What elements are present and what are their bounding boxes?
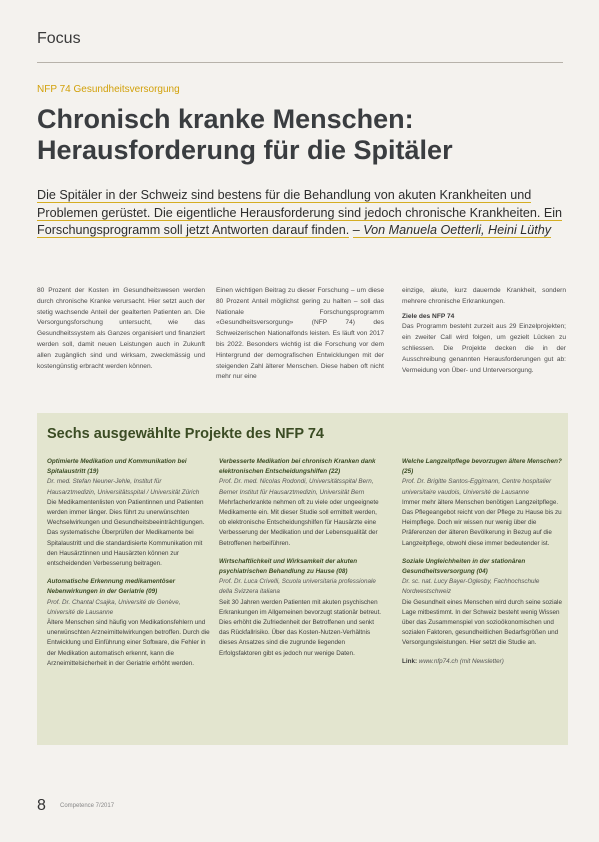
program-link xyxy=(402,657,562,667)
project-item xyxy=(219,557,382,659)
project-title: Soziale Ungleichheiten in der stationären Gesundheitsversorgung (04) xyxy=(402,557,526,576)
project-description: Ältere Menschen sind häufig von Medikationsfehlern und unerwünschten Arzneimittelwirkungen betroffen. Durch die Entwicklung und Einführung einer Software, die Fehler in der Medikation automatisch erkennt, kann die Arzneimittelsicherheit in der Geriatrie erhöht werden. xyxy=(47,619,210,667)
project-title: Automatische Erkennung medikamentöser Nebenwirkungen in der Geriatrie (09) xyxy=(47,578,176,596)
projects-column-2 xyxy=(219,457,382,667)
project-item xyxy=(402,557,562,649)
project-authors: Dr. sc. nat. Lucy Bayer-Oglesby, Fachhochschule Nordwestschweiz xyxy=(402,578,540,596)
project-description: Immer mehr ältere Menschen benötigen Langzeitpflege. Das Pflegeangebot reicht von der Pflege zu Hause bis zu Heimpflege. Doch wir wissen nur wenig über die Präferenzen der älteren Bevölkerung in Bezug auf die Langzeitpflege, obwohl diese immer bedeutender ist. xyxy=(402,498,562,547)
link-label: Link: xyxy=(402,657,418,665)
lead-author: – Von Manuela Oetterli, Heini Lüthy xyxy=(352,223,552,237)
project-item xyxy=(47,577,210,669)
body-subheading: Ziele des NFP 74 xyxy=(402,312,455,320)
project-item xyxy=(47,457,210,569)
footer-issue: Competence 7/2017 xyxy=(60,803,115,809)
project-item xyxy=(219,457,382,549)
body-column-3 xyxy=(402,286,566,376)
project-authors: Prof. Dr. Brigitte Santos-Eggimann, Centre hospitalier universitaire vaudois, Université de Lausanne xyxy=(402,478,552,496)
link-url[interactable]: www.nfp74.ch (mit Newsletter) xyxy=(418,657,504,665)
lead-text: Die Spitäler in der Schweiz sind bestens für die Behandlung von akuten Krankheiten und Problemen gerüstet. Die eigentliche Herausforderung sind jedoch chronische Krankheiten. Ein Forschungsprogramm soll jetzt Antworten darauf finden. xyxy=(37,188,563,237)
article-title: Chronisch kranke Menschen: Herausforderung für die Spitäler xyxy=(37,104,453,165)
projects-column-3 xyxy=(402,457,562,667)
project-authors: Dr. med. Stefan Neuner-Jehle, Institut für Hausarztmedizin, Universitätsspital / Universität Zürich xyxy=(47,478,200,496)
project-description: Seit 30 Jahren werden Patienten mit akuten psychischen Erkrankungen im Allgemeinen bevorzugt stationär betreut. Dies erhöht die Zufriedenheit der Betroffenen und senkt das Rückfallrisiko. Über das Kosten-Nutzen-Verhältnis dieses Ansatzes sind die zugrunde liegenden Erfolgsfaktoren gibt es jedoch nur wenige Daten. xyxy=(219,598,382,657)
project-authors: Prof. Dr. med. Nicolas Rodondi, Universitätsspital Bern, Berner Institut für Hausarztmedizin, Universität Bern xyxy=(219,478,374,496)
article-lead xyxy=(37,187,567,240)
project-title: Welche Langzeitpflege bevorzugen ältere Menschen? (25) xyxy=(402,458,562,476)
body-column-2: Einen wichtigen Beitrag zu dieser Forschung – um diese 80 Prozent Anteil möglichst gering zu halten – soll das Nationale Forschungsprogramm «Gesundheitsversorgung» (NFP 74) des Schweizerischen Nationalfonds leisten. Es läuft von 2017 bis 2022. Besonders wichtig ist die Forschung vor dem Hintergrund der demografischen Entwicklungen mit der steigenden Zahl älterer Menschen. Diese haben oft nicht mehr nur eine xyxy=(216,287,384,381)
projects-column-1 xyxy=(47,457,210,677)
projects-box-title: Sechs ausgewählte Projekte des NFP 74 xyxy=(47,426,324,442)
page-number: 8 xyxy=(37,797,46,814)
project-description: Die Medikamentenlisten von Patientinnen und Patienten werden immer länger. Dies führt zu unerwünschten Wechselwirkungen und Gesundheitsbeeinträchtigungen. Das systematische Überprüfen der Medikamente bei Spitalaustritt und die standardisierte Kommunikation mit den Hausärztinnen und Hausärzten können zur entscheidenden Verbesserung beitragen. xyxy=(47,498,205,568)
section-label: Focus xyxy=(37,30,81,47)
project-item xyxy=(402,457,562,549)
project-authors: Prof. Dr. Chantal Csajka, Université de Genève, Université de Lausanne xyxy=(47,598,181,616)
category-kicker: NFP 74 Gesundheitsversorgung xyxy=(37,84,180,95)
body-column-3-text: einzige, akute, kurz dauernde Krankheit, sondern mehrere chronische Erkrankungen. xyxy=(402,287,566,305)
project-authors: Prof. Dr. Luca Crivelli, Scuola universitaria professionale della Svizzera italiana xyxy=(219,578,376,596)
project-title: Verbesserte Medikation bei chronisch Kranken dank elektronischen Entscheidungshilfen (22) xyxy=(219,458,376,476)
project-title: Wirtschaftlichkeit und Wirksamkeit der akuten psychiatrischen Behandlung zu Hause (08) xyxy=(219,557,358,576)
project-description: Mehrfacherkrankte nehmen oft zu viele oder ungeeignete Medikamente ein. Mit dieser Studie soll ermittelt werden, ob elektronische Entscheidungshilfen für Hausärzte eine Verbesserung der Medikation und der Lebensqualität der Betroffenen herbeiführen. xyxy=(219,498,379,547)
body-column-1: 80 Prozent der Kosten im Gesundheitswesen werden durch chronische Kranke verursacht. Hier setzt auch der stetig wachsende Anteil der gealterten Patienten an. Die Versorgungsforschung untersucht, wie das Gesundheitssystem als Ganzes organisiert und finanziert werden soll, damit neuen Leistungen auch in Zukunft allen zugänglich sind und wirksam, zweckmässig und kostengünstig erbracht werden können. xyxy=(37,287,205,370)
top-divider xyxy=(37,62,563,63)
body-column-3-text-2: Das Programm besteht zurzeit aus 29 Einzelprojekten; ein zweiter Call wird folgen, um gezielt Lücken zu schliessen. Die Projekte decken die in der Ausschreibung genannten Herausforderungen gut ab: Vermeidung von Über- und Unterversorgung. xyxy=(402,323,566,374)
project-title: Optimierte Medikation und Kommunikation bei Spitalaustritt (19) xyxy=(47,458,187,476)
project-description: Die Gesundheit eines Menschen wird durch seine soziale Lage mitbestimmt. In der Schweiz besteht wenig Wissen über das Zusammenspiel von sozioökonomischen und sozialen Faktoren, gesundheitlichen Bedarfsgrößen und Versorgungsleistungen. Hier setzt die Studie an. xyxy=(402,598,562,647)
